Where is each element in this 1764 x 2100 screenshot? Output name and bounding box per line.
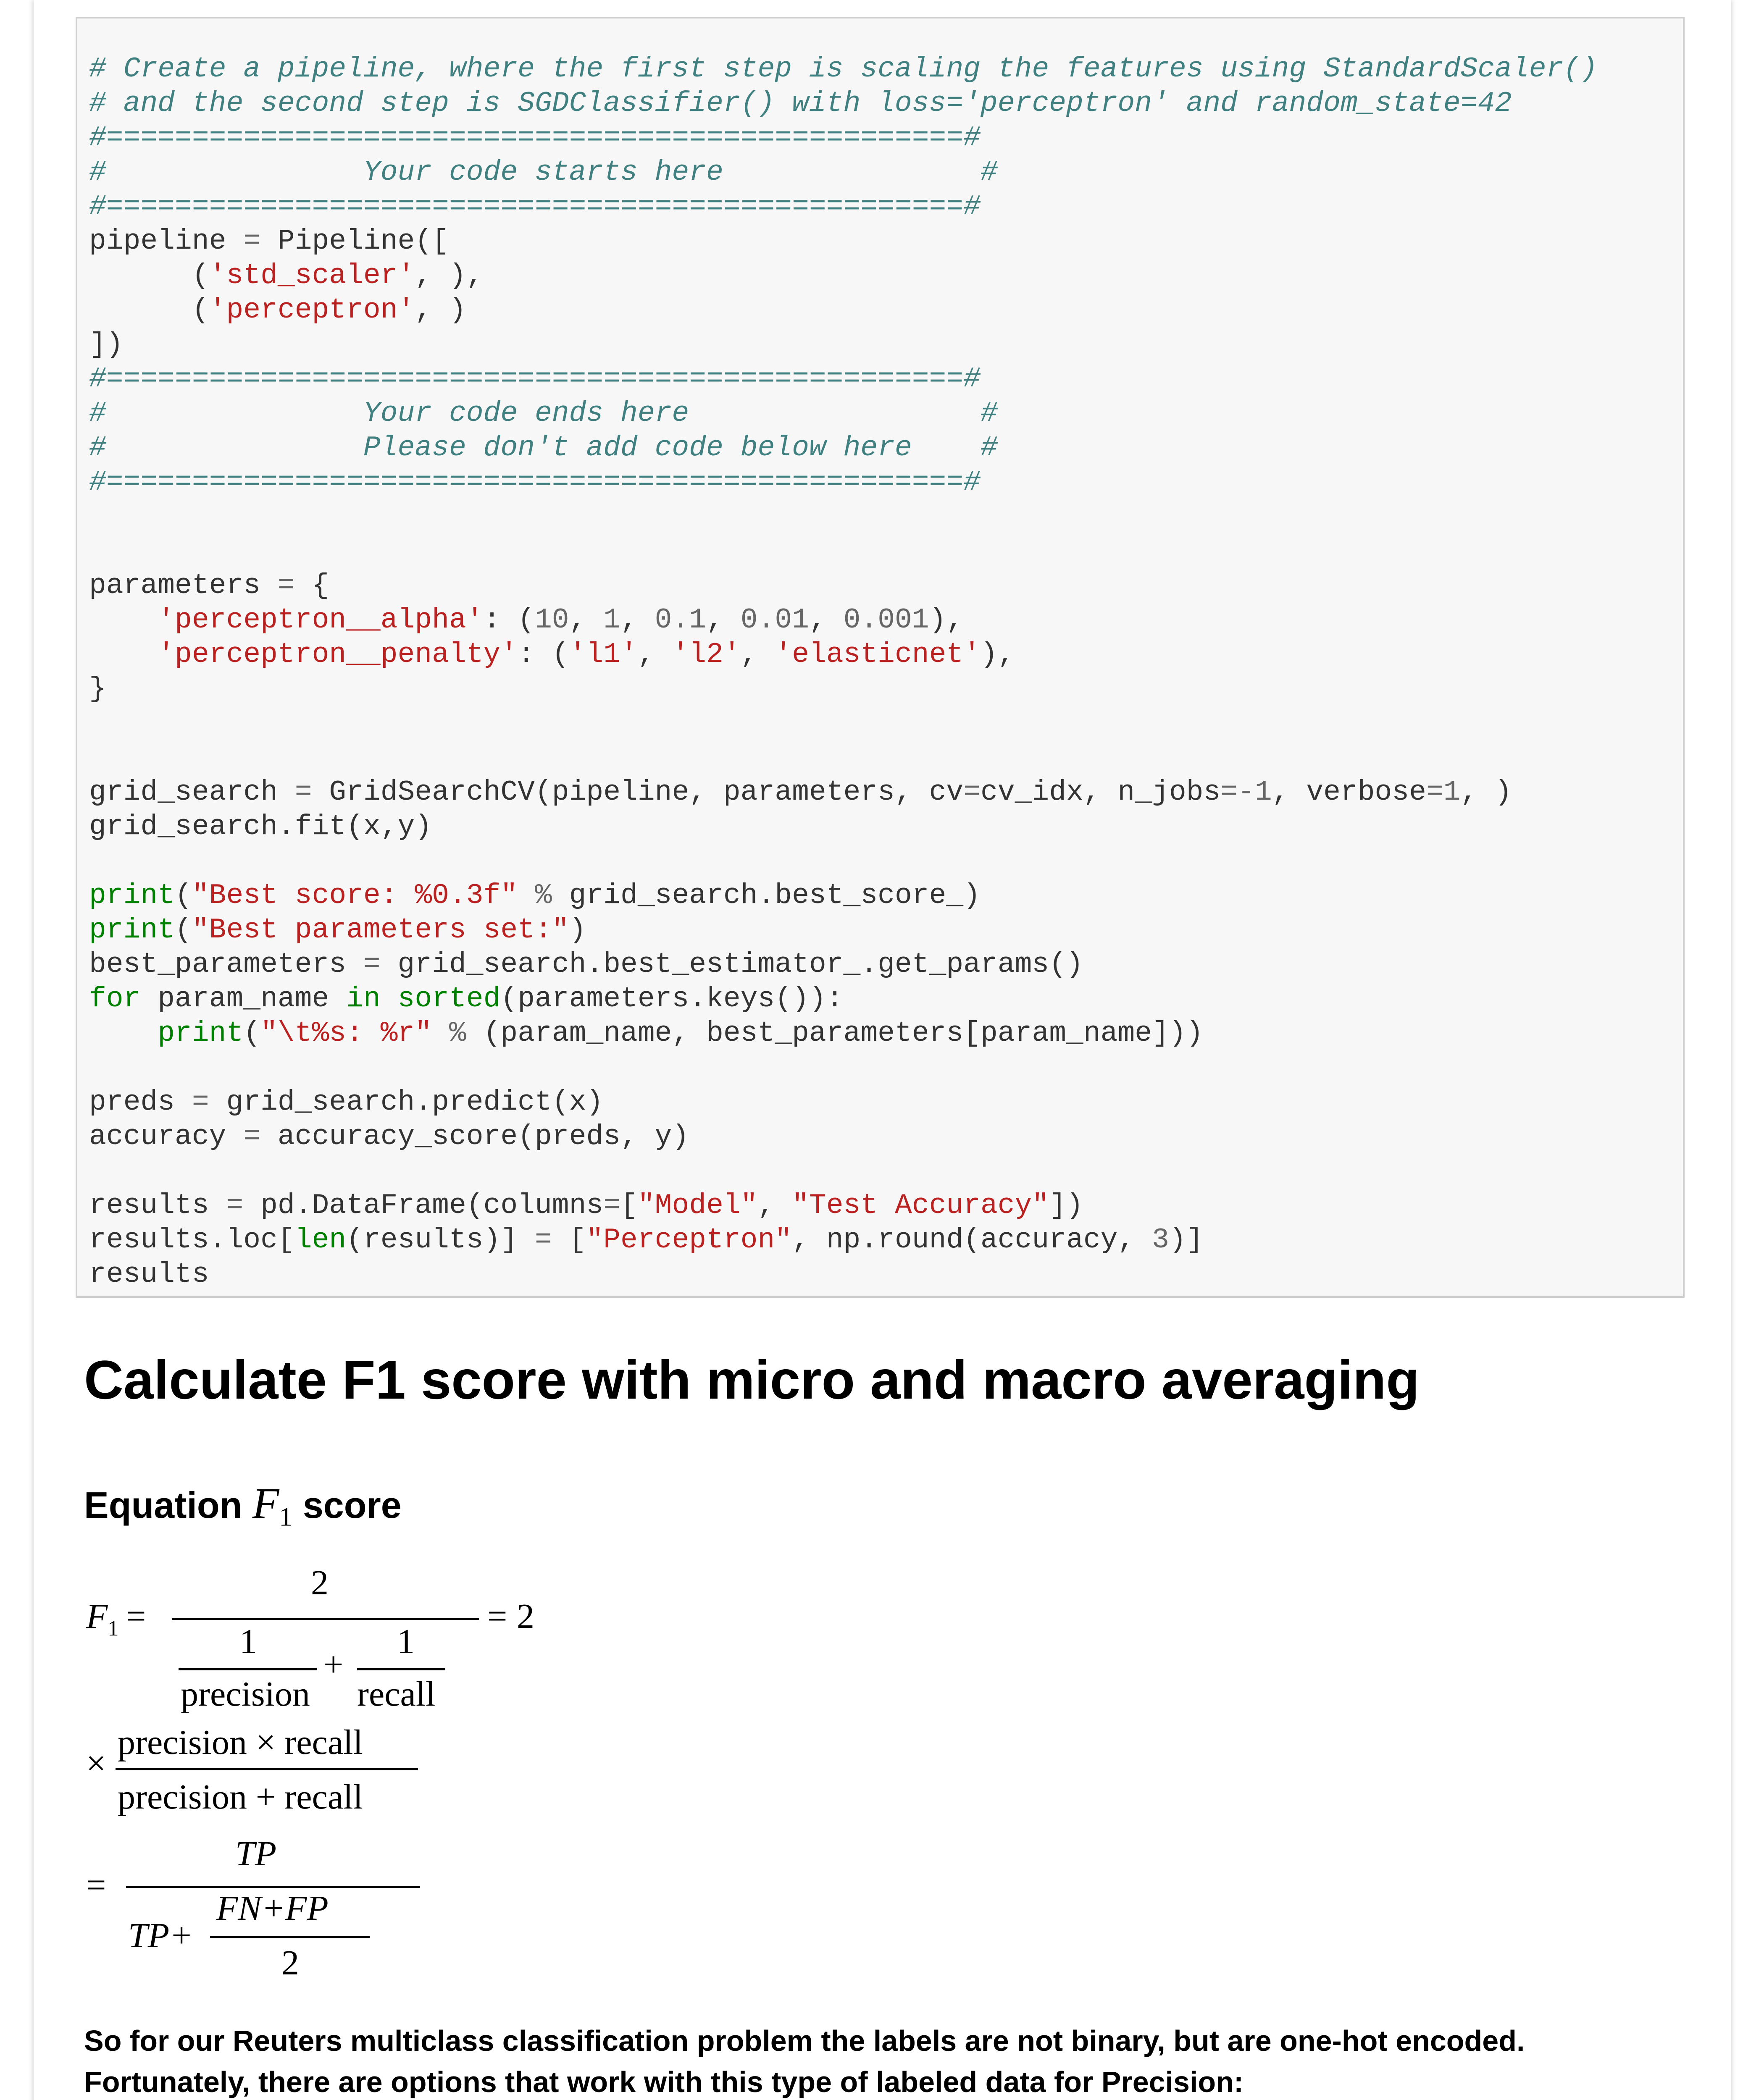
eq-fn-fp: FN+FP bbox=[216, 1889, 329, 1928]
eq-num2: precision × recall bbox=[118, 1723, 363, 1762]
eq-two-c: 2 bbox=[281, 1943, 299, 1982]
eq-equals-1: = bbox=[126, 1597, 146, 1636]
eq-fraction-bar-b bbox=[357, 1668, 445, 1670]
eq-fraction-bar-4 bbox=[210, 1936, 370, 1938]
eq-numerator-two: 2 bbox=[311, 1563, 329, 1602]
eq-recall: recall bbox=[357, 1675, 436, 1714]
eq-equals-3: = bbox=[86, 1866, 106, 1905]
code-block[interactable]: # Create a pipeline, where the first step is scaling the features using StandardScaler() # and the second step is SGDClassifier() with loss='perceptron' and random_state=42 #==================================================# # Your code starts here # #==================================================# pipeline = Pipeline([ ('std_scaler', ), ('perceptron', ) ]) #==================================================# # Your code ends here # # Please don't add code below here # #==================================================# parameters = { 'perceptron__alpha': (10, 1, 0.1, 0.01, 0.001), 'perceptron__penalty': ('l1', 'l2', 'elasticnet'), } grid_search = GridSearchCV(pipeline, parameters, cv=cv_idx, n_jobs=-1, verbose=1, ) grid_search.fit(x,y) print("Best score: %0.3f" % grid_search.best_score_) print("Best parameters set:") best_parameters = grid_search.best_estimator_.get_params() for param_name in sorted(parameters.keys()): print("\t%s: %r" % (param_name, best_parameters[param_name])) preds = grid_search.predict(x) accuracy = accuracy_score(preds, y) results = pd.DataFrame(columns=["Model", "Test Accuracy"]) results.loc[len(results)] = ["Perceptron", np.round(accuracy, 3)] results bbox=[89, 53, 1598, 1291]
eq-tp-num: TP bbox=[235, 1834, 277, 1873]
eq-times: × bbox=[86, 1744, 106, 1783]
eq-fraction-bar-2 bbox=[116, 1768, 418, 1770]
section-heading-f1: Calculate F1 score with micro and macro averaging bbox=[84, 1349, 1420, 1410]
notebook-page bbox=[34, 0, 1731, 2100]
equation-heading-suffix: score bbox=[302, 1484, 402, 1526]
eq-tp-plus: TP+ bbox=[128, 1916, 193, 1955]
paragraph-multiclass: So for our Reuters multiclass classification problem the labels are not binary, but are one-hot encoded. Fortunately, there are options that work with this type of labeled data for Precision: bbox=[84, 2024, 1525, 2098]
eq-fraction-bar-main bbox=[172, 1618, 479, 1620]
eq-equals-2: = bbox=[487, 1597, 507, 1636]
eq-one-b: 1 bbox=[397, 1622, 415, 1661]
eq-den2: precision + recall bbox=[118, 1777, 363, 1816]
equation-heading-f: F bbox=[252, 1479, 279, 1528]
eq-two-b: 2 bbox=[517, 1597, 534, 1636]
equation-heading-sub: 1 bbox=[279, 1502, 293, 1532]
eq-precision: precision bbox=[181, 1675, 310, 1714]
equation-heading-prefix: Equation bbox=[84, 1484, 242, 1526]
equation-heading bbox=[84, 1478, 402, 1533]
eq-fraction-bar-a bbox=[179, 1668, 317, 1670]
code-cell[interactable] bbox=[76, 17, 1685, 1298]
eq-one-a: 1 bbox=[239, 1622, 257, 1661]
eq-lhs: $F_1$ bbox=[86, 1597, 119, 1641]
eq-plus-1: + bbox=[323, 1645, 344, 1684]
